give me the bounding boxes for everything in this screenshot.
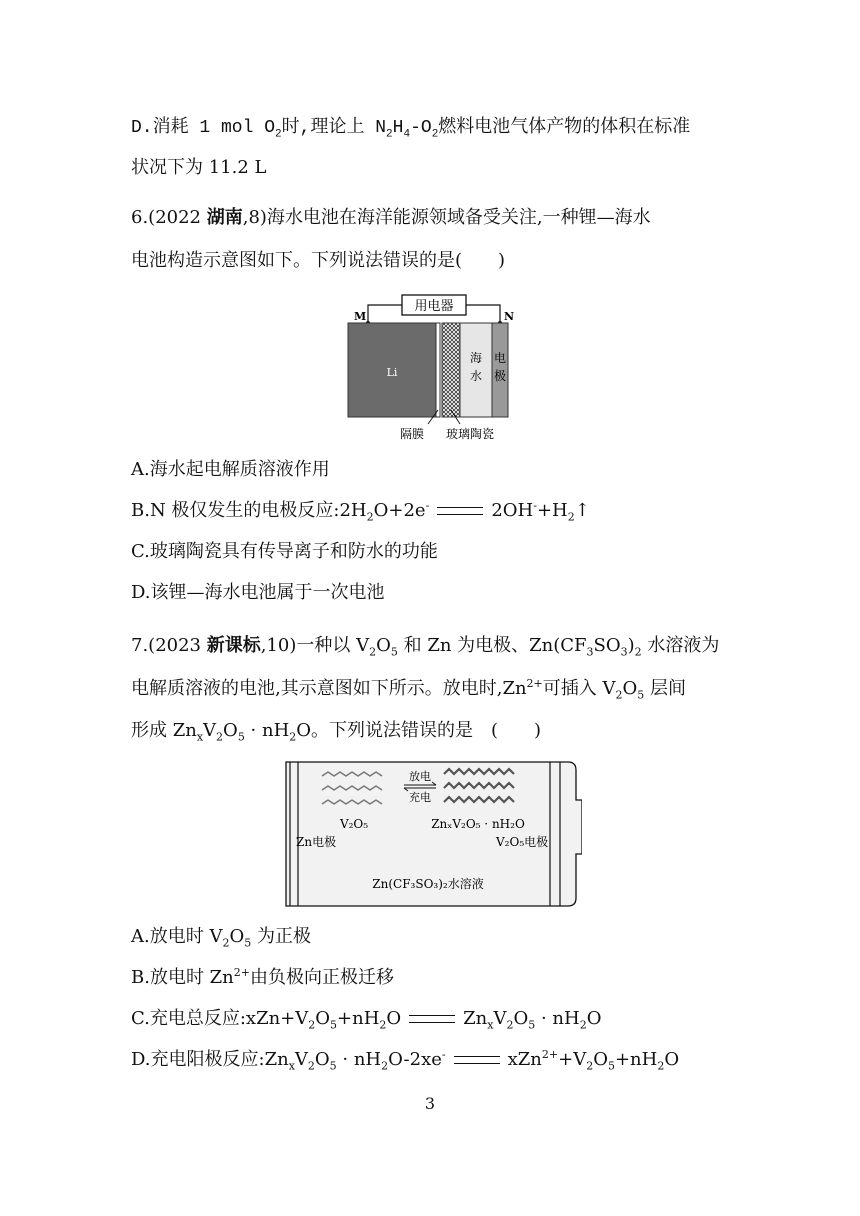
ceramic-label: 玻璃陶瓷: [446, 427, 495, 441]
electrolyte-label: Zn(CF₃SO₃)₂水溶液: [372, 877, 484, 891]
zn-electrode-label: Zn电极: [296, 835, 337, 849]
seawater-label-2: 水: [469, 369, 483, 383]
discharge-label: 放电: [409, 770, 431, 783]
q7-stem-line2: 电解质溶液的电池,其示意图如下所示。放电时$,Zn^{2+}$可插入 $V_2O_5$ 层间: [131, 677, 686, 702]
v2o5-label: V₂O₅: [339, 817, 369, 831]
q7-option-b: B.放电时 $Zn^{2+}$由负极向正极迁移: [131, 966, 394, 988]
device-label: 用电器: [414, 299, 454, 314]
lithium-seawater-battery-diagram: [340, 292, 520, 442]
terminal-n: N: [504, 310, 515, 323]
q6-option-c: C.玻璃陶瓷具有传导离子和防水的功能: [131, 541, 438, 562]
q5-option-d-line2: 状况下为 11.2 L: [131, 157, 267, 178]
q5-option-d: D.消耗 1 mol $O_2$时,理论上 $N_2H_4-O_2$燃料电池气体产物的体积在标准: [131, 116, 691, 141]
q7-option-d: D.充电阳极反应$:Zn_xV_2O_5 \cdot nH_2O-2xe^-$ $xZn^{2+}+V_2O_5+nH_2O$: [131, 1048, 680, 1073]
li-label: Li: [386, 366, 398, 379]
q6-option-d: D.该锂—海水电池属于一次电池: [131, 582, 385, 603]
q7-stem: 7.(2023 新课标,10)一种以 $V_2O_5$ 和 Zn 为电极、$Zn(CF_3SO_3)_2$ 水溶液为: [131, 635, 720, 659]
q6-option-b: B.N 极仅发生的电极反应$:2H_2O+2e^-$ $2OH^-+H_2↑$: [131, 499, 590, 524]
product-label: ZnₓV₂O₅ · nH₂O: [431, 817, 525, 831]
q7-option-a: A.放电时 $V_2O_5$ 为正极: [131, 926, 311, 950]
terminal-m: M: [354, 310, 367, 323]
electrode-label-2: 极: [493, 369, 507, 383]
electrode-label-1: 电: [493, 351, 507, 365]
q6-option-a: A.海水起电解质溶液作用: [131, 459, 330, 480]
zn-v2o5-battery-diagram: [282, 760, 582, 908]
membrane-label: 隔膜: [400, 427, 425, 441]
page-number: 3: [424, 1094, 436, 1113]
charge-label: 充电: [409, 791, 431, 804]
q7-option-c: C.充电总反应$:xZn+V_2O_5+nH_2O$ $Zn_xV_2O_5 \cdot nH_2O$: [131, 1008, 602, 1032]
membrane: [436, 323, 440, 417]
v2o5-electrode-label: V₂O₅电极: [496, 835, 549, 849]
q7-stem-line3: 形成 $Zn_xV_2O_5 \cdot nH_2O$。下列说法错误的是 ( ): [131, 720, 542, 744]
q6-stem-line2: 电池构造示意图如下。下列说法错误的是( ): [131, 250, 506, 271]
seawater-label-1: 海: [469, 351, 483, 365]
q6-stem: 6.(2022 湖南,8)海水电池在海洋能源领域备受关注,一种锂—海水: [131, 207, 651, 228]
glass-ceramic: [442, 323, 460, 417]
